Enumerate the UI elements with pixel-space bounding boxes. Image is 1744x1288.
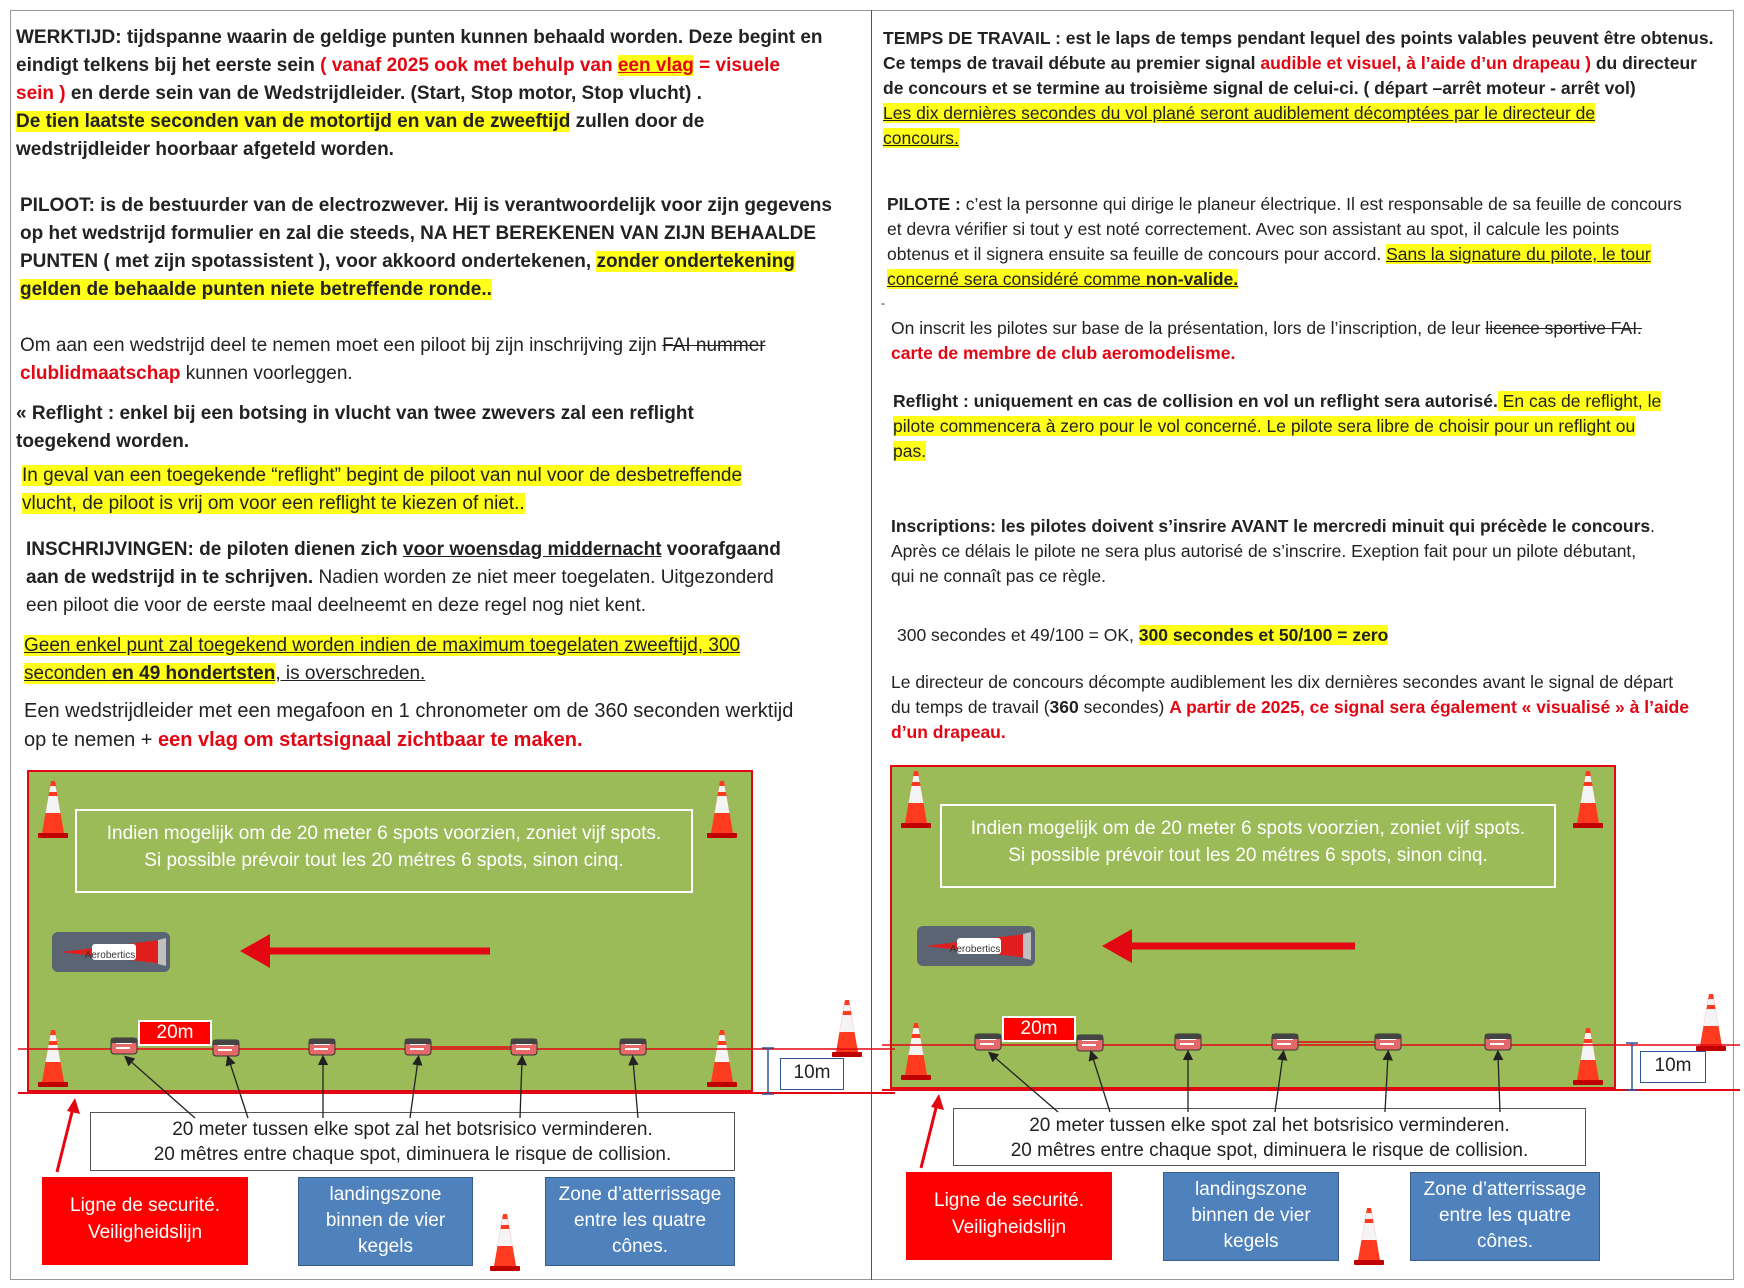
stray-dash: -	[881, 296, 885, 310]
spot-pointers-right	[992, 1055, 1500, 1112]
pilote-paragraph: PILOTE : c’est la personne qui dirige le planeur électrique. Il est responsable de sa feuille de concours et devra vérifier si tout y est noté correctement. Avec son assistant au spot, il calcule les points obtenus et il signera ensuite sa feuille de concours pour accord. Sans la signature du pilote, le tour concerné sera considéré comme non-valide.	[887, 194, 1682, 289]
landing-zone-nl-box-left: landingszone binnen de vier kegels	[298, 1177, 473, 1266]
reflight-fr-paragraph: Reflight : uniquement en cas de collision en vol un reflight sera autorisé. En cas de reflight, le pilote commencera à zero pour le vol concerné. Le pilote sera libre de choisir pour un reflight ou pas.	[893, 391, 1662, 461]
landing-zone-fr-box-left: Zone d’atterrissage entre les quatre cônes.	[545, 1177, 735, 1266]
distance-10m-label-left: 10m	[780, 1058, 844, 1090]
safety-pointer-right	[921, 1094, 944, 1168]
distance-20m-tag-left: 20m	[138, 1020, 212, 1046]
inscriptions-paragraph: Inscriptions: les pilotes doivent s’insrire AVANT le mercredi minuit qui précède le concours. Après ce délais le pilote ne sera plus autorisé de s’inscrire. Exeption fait pour un pilote débutant, qui ne connaît pas ce règle.	[891, 516, 1656, 586]
licence-paragraph: On inscrit les pilotes sur base de la présentation, lors de l’inscription, de leur licence sportive FAI. carte de membre de club aeromodelisme.	[891, 318, 1642, 363]
dim-bracket-left	[762, 1048, 774, 1094]
spot-spacing-caption-left: 20 meter tussen elke spot zal het botsrisico verminderen. 20 mêtres entre chaque spot, diminuera le risque de collision.	[90, 1112, 735, 1171]
werktijd-paragraph: WERKTIJD: tijdspanne waarin de geldige punten kunnen behaald worden. Deze begint en eindigt telkens bij het eerste sein ( vanaf 2025 ook met behulp van een vlag = visuele sein ) en derde sein van de Wedstrijdleider. (Start, Stop motor, Stop vlucht) . De tien laatste seconden van de motortijd en van de zweeftijd zullen door de wedstrijdleider hoorbaar afgeteld worden.	[16, 27, 823, 160]
wind-arrow-left	[240, 934, 490, 968]
secondes-paragraph: 300 secondes et 49/100 = OK, 300 secondes et 50/100 = zero	[897, 625, 1389, 645]
reflight-paragraph: « Reflight : enkel bij een botsing in vlucht van twee zwevers zal een reflight toegekend worden. In geval van een toegekende “reflight” begint de piloot van nul voor de desbetreffende vlucht, de piloot is vrij om voor een reflight te kiezen of niet..	[16, 403, 743, 514]
windsock-label-right: Aerobertics	[949, 944, 1001, 955]
dim-bracket-right	[1626, 1043, 1638, 1090]
safety-line-box-left: Ligne de securité. Veiligheidslijn	[42, 1177, 248, 1265]
safety-line-box-right: Ligne de securité. Veiligheidslijn	[906, 1172, 1112, 1260]
landing-zone-nl-box-right: landingszone binnen de vier kegels	[1163, 1172, 1339, 1261]
safety-pointer-left	[57, 1098, 80, 1172]
wedstrijdleider-paragraph: Een wedstrijdleider met een megafoon en 1 chronometer om de 360 seconden werktijd op te nemen + een vlag om startsignaal zichtbaar te maken.	[24, 700, 794, 751]
spot-spacing-caption-right: 20 meter tussen elke spot zal het botsrisico verminderen. 20 mêtres entre chaque spot, diminuera le risque de collision.	[953, 1108, 1586, 1166]
distance-20m-tag-right: 20m	[1002, 1016, 1076, 1042]
distance-10m-label-right: 10m	[1640, 1051, 1706, 1083]
directeur-paragraph: Le directeur de concours décompte audiblement les dix dernières secondes avant le signal de départ du temps de travail (360 secondes) A partir de 2025, ce signal sera également « visualisé » à l’aide d’un drapeau.	[891, 672, 1689, 742]
spots-right	[975, 1034, 1511, 1051]
cones-left	[38, 781, 862, 1271]
windsock-label-left: Aerobertics	[84, 950, 136, 961]
temps-de-travail-paragraph: TEMPS DE TRAVAIL : est le laps de temps pendant lequel des points valables peuvent être obtenus. Ce temps de travail débute au premier signal audible et visuel, à l’aide d’un drapeau ) du directeur de concours et se termine au troisième signal de celui-ci. ( départ –arrêt moteur - arrêt vol) Les dix dernières secondes du vol plané seront audiblement décomptées par le directeur de concours.	[883, 28, 1714, 148]
spots-info-box-right: Indien mogelijk om de 20 meter 6 spots voorzien, zoniet vijf spots. Si possible prévoir tout les 20 métres 6 spots, sinon cinq.	[940, 804, 1556, 888]
inschrijvingen-paragraph: INSCHRIJVINGEN: de piloten dienen zich voor woensdag middernacht voorafgaand aan de wedstrijd in te schrijven. Nadien worden ze niet meer toegelaten. Uitgezonderd een piloot die voor de eerste maal deelneemt en deze regel nog niet kent.	[26, 539, 781, 616]
cones-right	[901, 771, 1726, 1265]
spots-info-box-left: Indien mogelijk om de 20 meter 6 spots voorzien, zoniet vijf spots. Si possible prévoir tout les 20 métres 6 spots, sinon cinq.	[75, 809, 693, 893]
spots-left	[111, 1038, 646, 1056]
spot-pointers-left	[128, 1059, 638, 1118]
fai-paragraph: Om aan een wedstrijd deel te nemen moet een piloot bij zijn inschrijving zijn FAI nummer clublidmaatschap kunnen voorleggen.	[20, 335, 766, 384]
piloot-paragraph: PILOOT: is de bestuurder van de electrozwever. Hij is verantwoordelijk voor zijn gegevens op het wedstrijd formulier en zal die steeds, NA HET BEREKENEN VAN ZIJN BEHAALDE PUNTEN ( met zijn spotassistent ), voor akkoord ondertekenen, zonder ondertekening gelden de behaalde punten niete betreffende ronde..	[20, 195, 832, 300]
wind-arrow-right	[1102, 929, 1355, 963]
zweeftijd-paragraph: Geen enkel punt zal toegekend worden indien de maximum toegelaten zweeftijd, 300 seconden en 49 hondertsten, is overschreden.	[24, 635, 741, 684]
landing-zone-fr-box-right: Zone d’atterrissage entre les quatre cônes.	[1410, 1172, 1600, 1261]
